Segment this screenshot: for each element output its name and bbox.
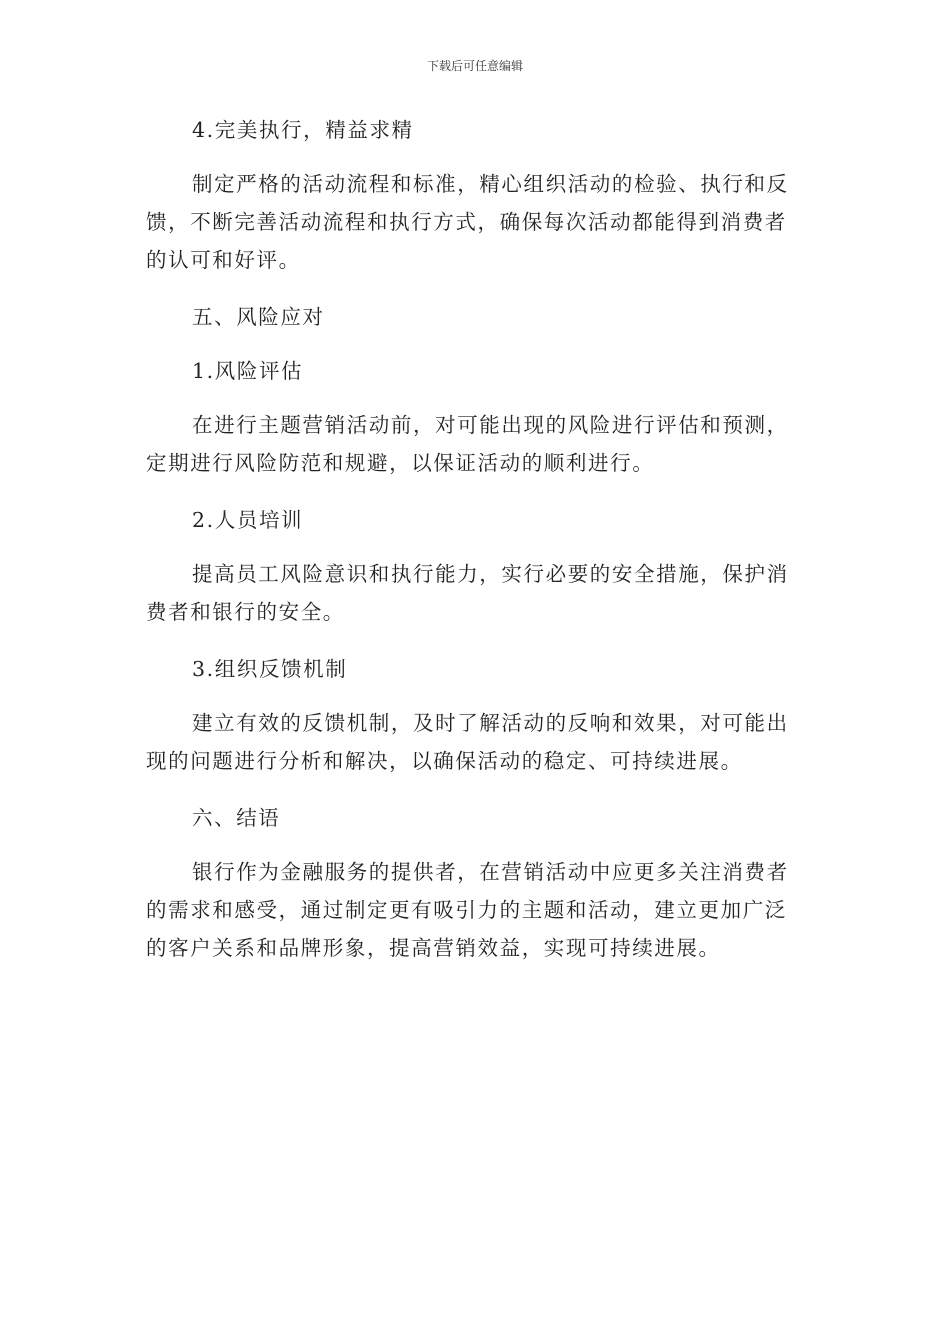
section-heading-3-feedback-mechanism: 3.组织反馈机制 bbox=[192, 657, 348, 681]
chapter-heading-risk-response: 五、风险应对 bbox=[192, 305, 325, 329]
document-body bbox=[146, 111, 798, 986]
paragraph-staff-training: 提高员工风险意识和执行能力，实行必要的安全措施，保护消费者和银行的安全。 bbox=[146, 562, 789, 624]
chapter-heading-conclusion: 六、结语 bbox=[192, 806, 281, 830]
paragraph-conclusion: 银行作为金融服务的提供者，在营销活动中应更多关注消费者的需求和感受，通过制定更有吸引力的主题和活动，建立更加广泛的客户关系和品牌形象，提高营销效益，实现可持续进展。 bbox=[146, 860, 789, 960]
paragraph-feedback-mechanism: 建立有效的反馈机制，及时了解活动的反响和效果，对可能出现的问题进行分析和解决，以确保活动的稳定、可持续进展。 bbox=[146, 711, 789, 773]
paragraph-execution-standards: 制定严格的活动流程和标准，精心组织活动的检验、执行和反馈，不断完善活动流程和执行方式，确保每次活动都能得到消费者的认可和好评。 bbox=[146, 172, 789, 272]
page-header-note: 下载后可任意编辑 bbox=[426, 59, 523, 73]
section-heading-1-risk-assessment: 1.风险评估 bbox=[192, 359, 304, 383]
paragraph-risk-assessment: 在进行主题营销活动前，对可能出现的风险进行评估和预测，定期进行风险防范和规避，以保证活动的顺利进行。 bbox=[146, 413, 789, 475]
section-heading-4-perfect-execution: 4.完美执行，精益求精 bbox=[192, 118, 414, 142]
section-heading-2-staff-training: 2.人员培训 bbox=[192, 508, 304, 532]
